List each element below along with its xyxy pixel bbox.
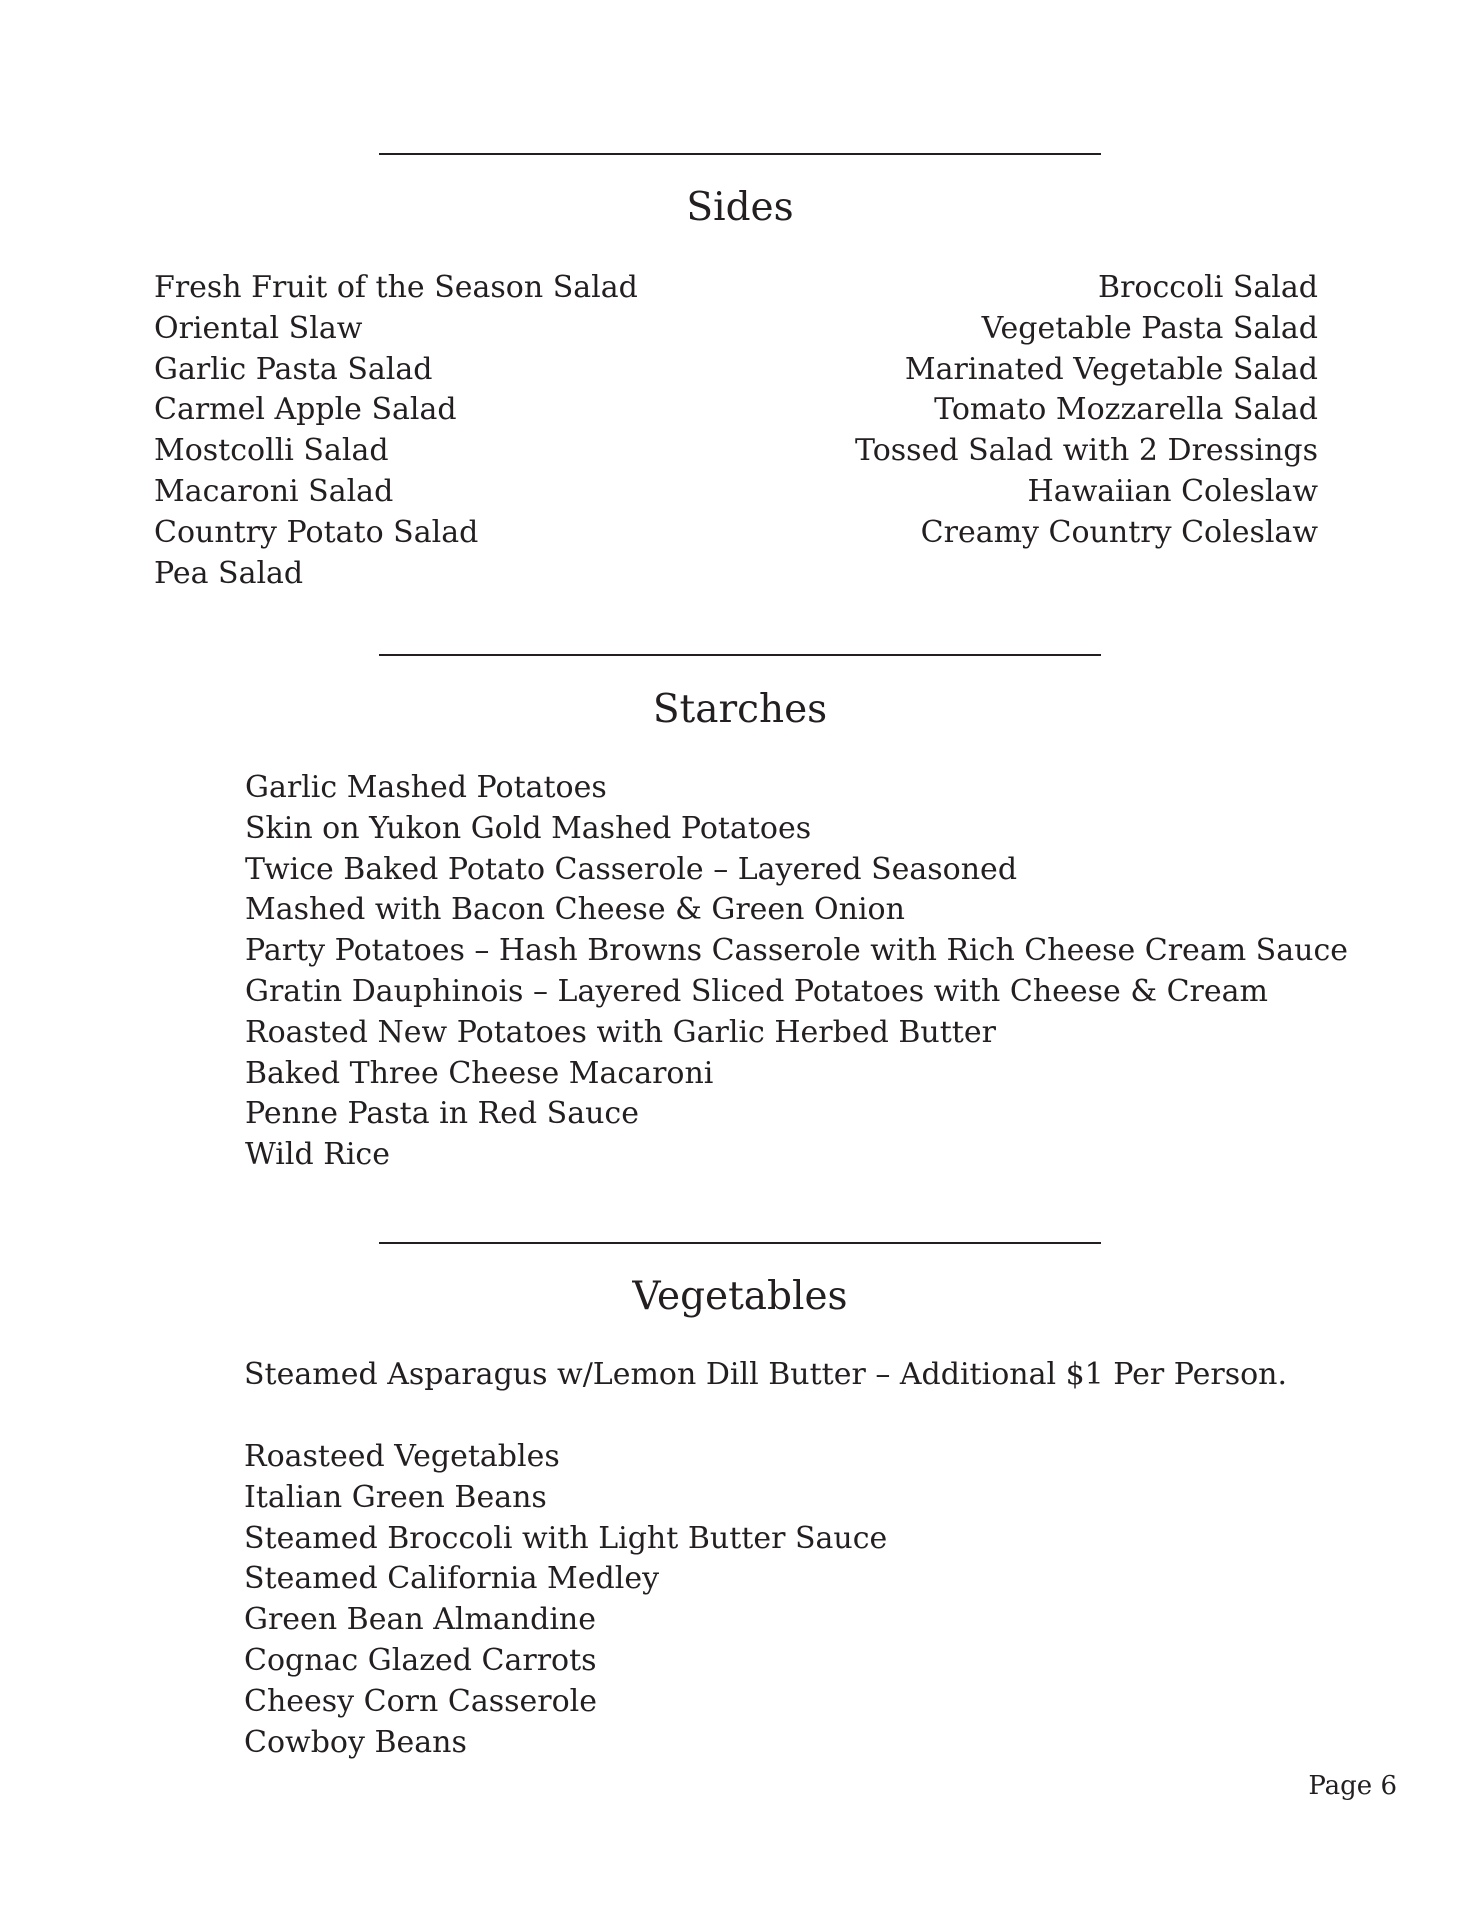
vegetables-list [244,1437,887,1763]
list-item: Steamed Broccoli with Light Butter Sauce [244,1520,888,1556]
list-item: Cheesy Corn Casserole [244,1683,598,1719]
list-item: Cognac Glazed Carrots [244,1642,597,1678]
vegetables-divider [379,1242,1101,1244]
sides-heading: Sides [686,185,794,230]
list-item: Pea Salad [154,555,304,591]
list-item: Macaroni Salad [154,473,394,509]
list-item: Tossed Salad with 2 Dressings [855,433,1318,469]
list-item: Mostcolli Salad [154,433,389,469]
list-item: Broccoli Salad [1098,270,1318,305]
vegetables-heading: Vegetables [632,1274,848,1319]
list-item: Garlic Mashed Potatoes [245,770,607,805]
list-item: Oriental Slaw [154,310,363,346]
list-item: Marinated Vegetable Salad [904,351,1318,387]
list-item: Italian Green Beans [244,1479,547,1515]
vegetables-note: Steamed Asparagus w/Lemon Dill Butter – Additional $1 Per Person. [244,1357,1288,1392]
list-item: Hawaiian Coleslaw [1027,473,1318,509]
list-item: Gratin Dauphinois – Layered Sliced Potatoes with Cheese & Cream [245,973,1268,1009]
sides-divider [379,153,1101,155]
starches-list [245,768,1348,1176]
page-number: Page 6 [1308,1771,1397,1801]
list-item: Steamed California Medley [244,1561,660,1597]
list-item: Garlic Pasta Salad [154,351,433,387]
list-item: Cowboy Beans [244,1724,467,1760]
sides-right-list [855,268,1318,554]
list-item: Wild Rice [245,1137,390,1173]
starches-divider [379,654,1101,656]
list-item: Creamy Country Coleslaw [920,514,1318,550]
list-item: Baked Three Cheese Macaroni [245,1055,714,1091]
list-item: Roasted New Potatoes with Garlic Herbed Butter [245,1014,996,1050]
list-item: Penne Pasta in Red Sauce [245,1096,639,1132]
list-item: Fresh Fruit of the Season Salad [154,270,638,305]
list-item: Mashed with Bacon Cheese & Green Onion [245,892,905,928]
list-item: Roasteed Vegetables [244,1439,560,1474]
list-item: Skin on Yukon Gold Mashed Potatoes [245,810,812,846]
list-item: Twice Baked Potato Casserole – Layered Seasoned [245,851,1018,887]
list-item: Party Potatoes – Hash Browns Casserole with Rich Cheese Cream Sauce [245,933,1348,969]
list-item: Carmel Apple Salad [154,392,457,428]
starches-heading: Starches [652,687,828,732]
list-item: Country Potato Salad [154,514,479,550]
list-item: Vegetable Pasta Salad [981,310,1318,346]
sides-left-list [154,268,638,594]
list-item: Tomato Mozzarella Salad [934,392,1318,428]
list-item: Green Bean Almandine [244,1602,597,1638]
